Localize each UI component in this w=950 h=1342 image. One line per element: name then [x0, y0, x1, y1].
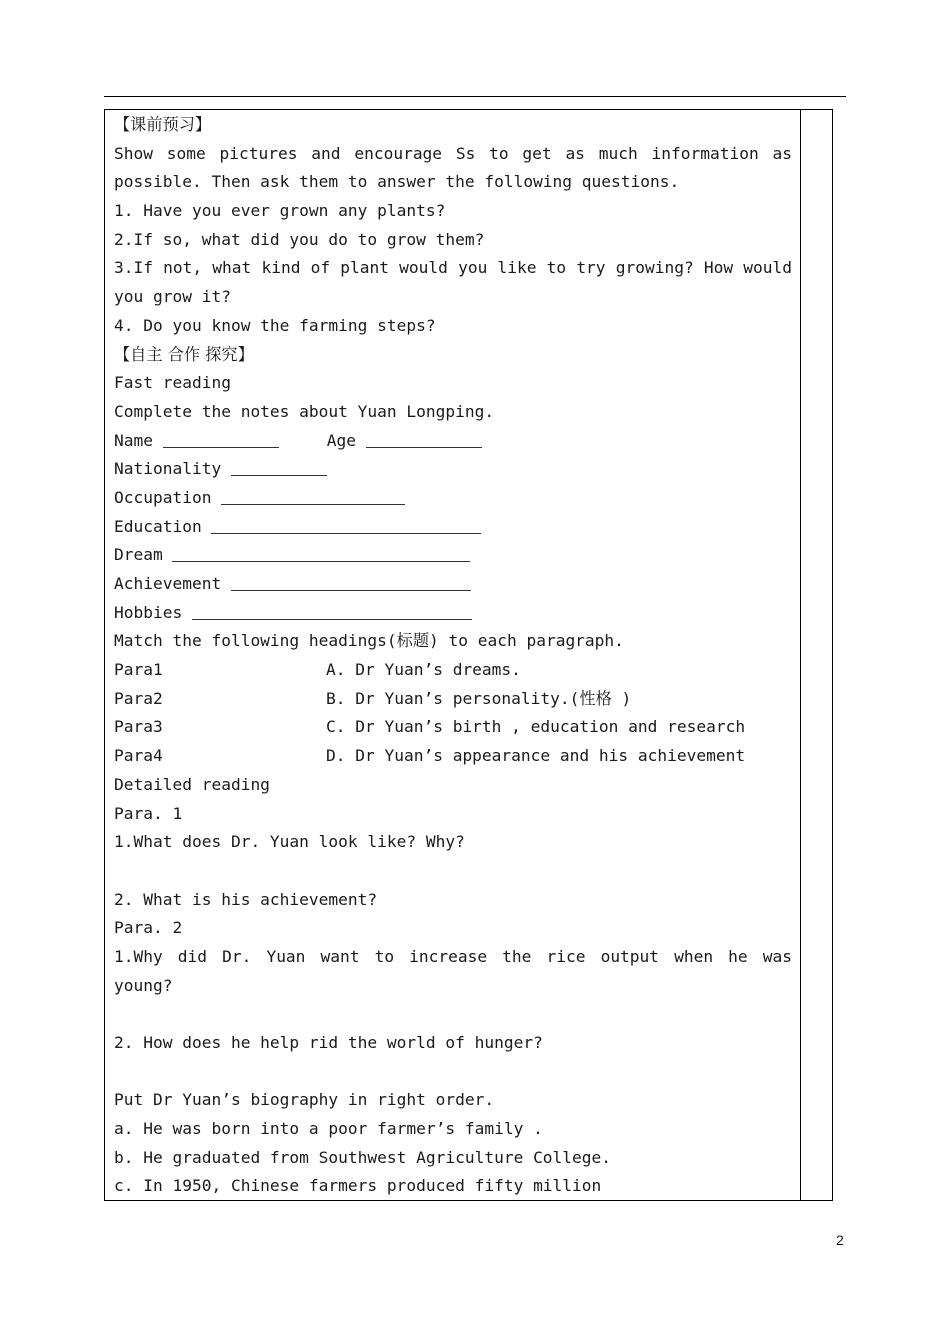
- notes-name-label: Name: [114, 430, 153, 450]
- preview-question-3: 3.If not, what kind of plant would you like to try growing? How would you grow it?: [114, 258, 792, 307]
- hobbies-blank[interactable]: [192, 601, 472, 620]
- para2-question-2: 2. How does he help rid the world of hunger?: [114, 1033, 543, 1053]
- biography-item-b: b. He graduated from Southwest Agriculture College.: [114, 1147, 612, 1167]
- worksheet-content: [114, 111, 792, 1201]
- notes-row-occupation: [114, 484, 792, 513]
- notes-row-hobbies: [114, 599, 792, 628]
- header-rule: [104, 96, 846, 97]
- age-blank[interactable]: [366, 429, 482, 448]
- notes-row-achievement: [114, 570, 792, 599]
- preview-intro: Show some pictures and encourage Ss to get as much information as possible. Then ask them to answer the following questions.: [114, 143, 792, 192]
- occupation-blank[interactable]: [221, 486, 405, 505]
- name-blank[interactable]: [163, 429, 279, 448]
- match-heading: A. Dr Yuan’s dreams.: [326, 660, 521, 680]
- para2-question-1: 1.Why did Dr. Yuan want to increase the rice output when he was young?: [114, 946, 792, 995]
- match-row: [114, 742, 792, 771]
- notes-nationality-label: Nationality: [114, 459, 222, 479]
- match-heading: D. Dr Yuan’s appearance and his achievement: [326, 746, 746, 766]
- answer-space[interactable]: [114, 1058, 792, 1087]
- biography-item-a: a. He was born into a poor farmer’s family .: [114, 1119, 543, 1139]
- fast-reading-label: Fast reading: [114, 373, 231, 393]
- notes-achievement-label: Achievement: [114, 574, 222, 594]
- notes-row-nationality: [114, 455, 792, 484]
- match-row: [114, 656, 792, 685]
- notes-dream-label: Dream: [114, 545, 163, 565]
- notes-age-label: Age: [326, 430, 356, 450]
- match-row: [114, 713, 792, 742]
- match-heading: B. Dr Yuan’s personality.(性格 ): [326, 688, 632, 708]
- nationality-blank[interactable]: [231, 457, 327, 476]
- explore-heading: 【自主 合作 探究】: [114, 344, 254, 364]
- notes-hobbies-label: Hobbies: [114, 602, 183, 622]
- notes-row-name-age: [114, 427, 792, 456]
- preview-question-1: 1. Have you ever grown any plants?: [114, 201, 446, 221]
- notes-instruction: Complete the notes about Yuan Longping.: [114, 401, 495, 421]
- preview-question-2: 2.If so, what did you do to grow them?: [114, 229, 485, 249]
- preview-question-4: 4. Do you know the farming steps?: [114, 315, 436, 335]
- detailed-reading-label: Detailed reading: [114, 774, 270, 794]
- match-para: Para2: [114, 688, 163, 708]
- biography-instruction: Put Dr Yuan’s biography in right order.: [114, 1090, 495, 1110]
- match-para: Para1: [114, 660, 163, 680]
- achievement-blank[interactable]: [231, 572, 471, 591]
- table-column-divider: [800, 109, 801, 1201]
- para1-label: Para. 1: [114, 803, 183, 823]
- biography-item-c: c. In 1950, Chinese farmers produced fifty million: [114, 1176, 602, 1196]
- answer-space[interactable]: [114, 1000, 792, 1029]
- para2-label: Para. 2: [114, 918, 183, 938]
- match-heading: C. Dr Yuan’s birth , education and research: [326, 717, 746, 737]
- notes-occupation-label: Occupation: [114, 487, 212, 507]
- notes-row-education: [114, 513, 792, 542]
- notes-row-dream: [114, 541, 792, 570]
- page-number: 2: [836, 1232, 844, 1248]
- education-blank[interactable]: [211, 515, 481, 534]
- preview-heading: 【课前预习】: [114, 115, 212, 134]
- para1-question-1: 1.What does Dr. Yuan look like? Why?: [114, 832, 465, 852]
- match-para: Para3: [114, 717, 163, 737]
- match-para: Para4: [114, 746, 163, 766]
- para1-question-2: 2. What is his achievement?: [114, 889, 378, 909]
- answer-space[interactable]: [114, 857, 792, 886]
- match-instruction: Match the following headings(标题) to each paragraph.: [114, 631, 624, 651]
- notes-education-label: Education: [114, 516, 202, 536]
- dream-blank[interactable]: [172, 543, 470, 562]
- match-row: [114, 685, 792, 714]
